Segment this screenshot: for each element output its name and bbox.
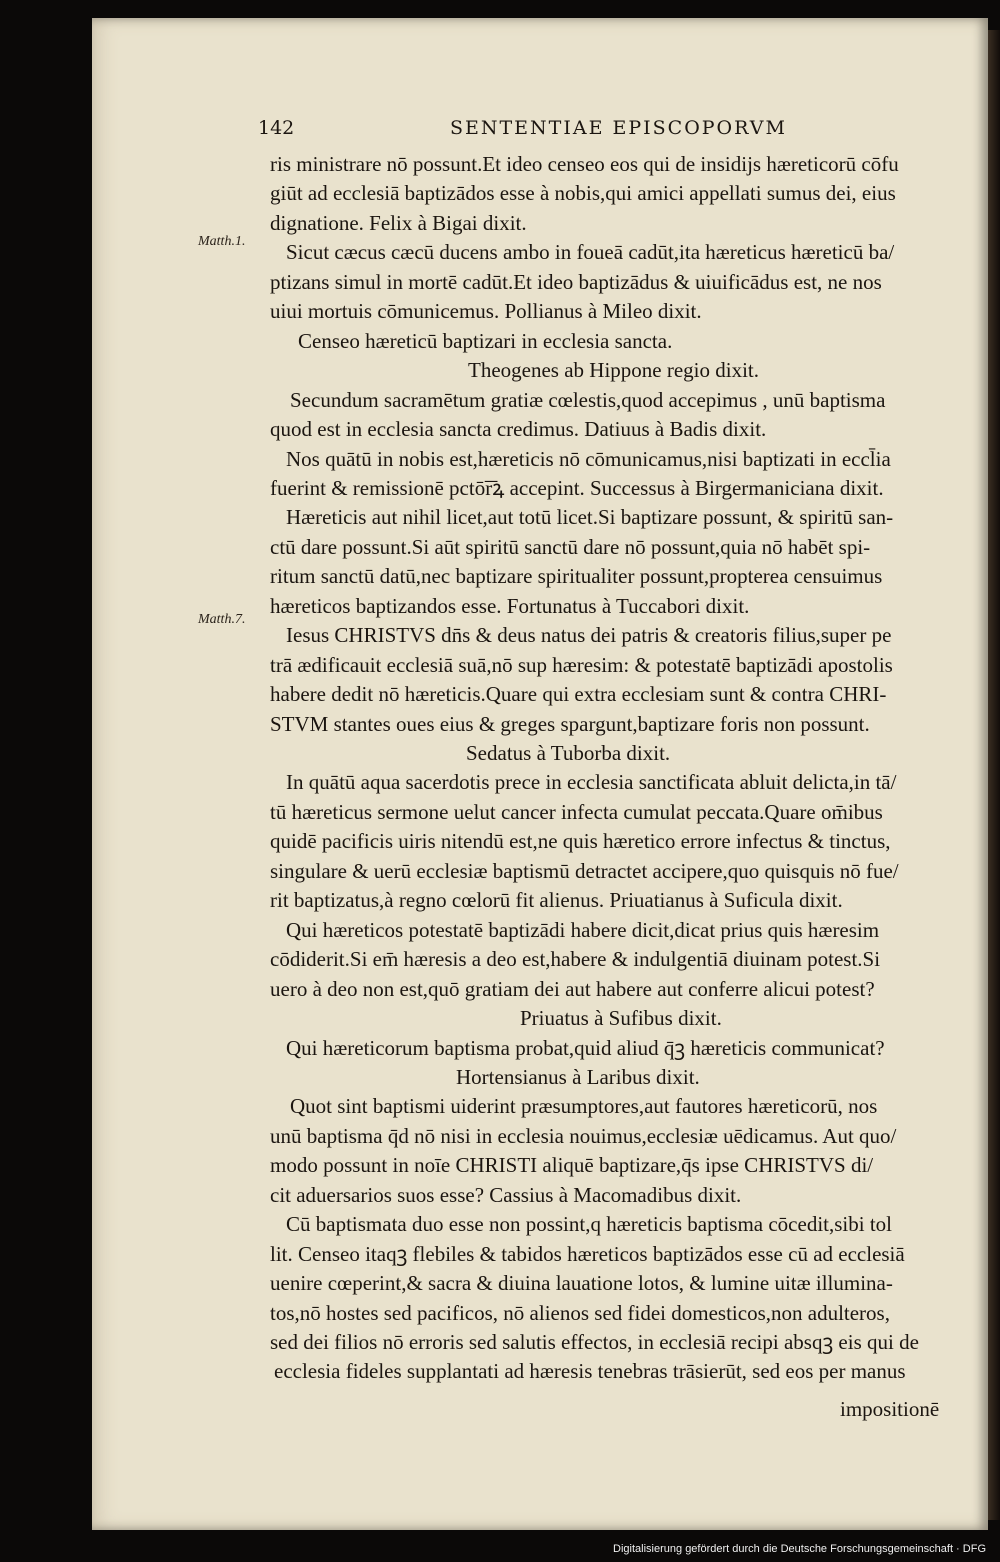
text-line: fuerint & remissionē pctō͞rꝝ accepint. Successus à Birgermaniciana dixit. (270, 476, 884, 500)
text-line: modo possunt in noīe CHRISTI aliquē baptizare,q̄s ipse CHRISTVS di/ (270, 1153, 874, 1177)
text-line: unū baptisma q̄d nō nisi in ecclesia nouimus,ecclesiæ uēdicamus. Aut quo/ (270, 1124, 897, 1148)
text-line: uiui mortuis cōmunicemus. Pollianus à Mileo dixit. (270, 299, 702, 323)
text-line: ecclesia fideles supplantati ad hæresis tenebras trāsierūt, sed eos per manus (274, 1359, 906, 1383)
text-line: rit baptizatus,à regno cœlorū fit alienus. Priuatianus à Suficula dixit. (270, 888, 843, 912)
footer-bar (0, 1540, 1000, 1562)
text-line: quidē pacificis uiris nitendū est,ne quis hæretico errore infectus & tinctus, (270, 829, 891, 853)
text-line: ptizans simul in mortē cadūt.Et ideo baptizādus & uiuificādus est, ne nos (270, 270, 882, 294)
page-number: 142 (258, 117, 295, 139)
text-line: Sicut cæcus cæcū ducens ambo in foueā cadūt,ita hæreticus hæreticū ba/ (286, 240, 895, 264)
text-line: Qui hæreticos potestatē baptizādi habere dicit,dicat prius quis hæresim (286, 918, 880, 942)
text-line: Hortensianus à Laribus dixit. (456, 1065, 700, 1089)
text-line: cōdiderit.Si em̄ hæresis a deo est,habere & indulgentiā diuinam potest.Si (270, 947, 881, 971)
text-line: trā ædificauit ecclesiā suā,nō sup hæresim: & potestatē baptizādi apostolis (270, 653, 893, 677)
text-line: ctū dare possunt.Si aūt spiritū sanctū dare nō possunt,quia nō habēt spi- (270, 535, 871, 559)
text-line: Censeo hæreticū baptizari in ecclesia sancta. (298, 329, 673, 353)
text-line: ris ministrare nō possunt.Et ideo censeo eos qui de insidijs hæreticorū cōfu (270, 152, 899, 176)
text-line: Priuatus à Sufibus dixit. (520, 1006, 722, 1030)
text-line: Quot sint baptismi uiderint præsumptores,aut fautores hæreticorū, nos (290, 1094, 878, 1118)
text-line: singulare & uerū ecclesiæ baptismū detractet accipere,quo quisquis nō fue/ (270, 859, 899, 883)
text-line: giūt ad ecclesiā baptizādos esse à nobis,qui amici appellati sumus dei, eius (270, 181, 896, 205)
text-line: uero à deo non est,quō gratiam dei aut habere aut conferre alicui potest? (270, 977, 875, 1001)
text-line: habere dedit nō hæreticis.Quare qui extra ecclesiam sunt & contra CHRI- (270, 682, 887, 706)
text-line: quod est in ecclesia sancta credimus. Datiuus à Badis dixit. (270, 417, 767, 441)
text-line: tos,nō hostes sed pacificos, nō alienos sed fidei domesticos,non adulteros, (270, 1301, 890, 1325)
text-line: In quātū aqua sacerdotis prece in ecclesia sanctificata abluit delicta,in tā/ (286, 770, 897, 794)
margin-note-matth-1: Matth.1. (198, 234, 246, 249)
text-line: dignatione. Felix à Bigai dixit. (270, 211, 527, 235)
text-line: hæreticos baptizandos esse. Fortunatus à Tuccabori dixit. (270, 594, 750, 618)
text-line: STVM stantes oues eius & greges spargunt,baptizare foris non possunt. (270, 712, 870, 736)
text-line: Qui hæreticorum baptisma probat,quid aliud q̄ꝫ hæreticis communicat? (286, 1036, 885, 1060)
text-line: Secundum sacramētum gratiæ cœlestis,quod accepimus , unū baptisma (290, 388, 886, 412)
text-line: Iesus CHRISTVS dn̄s & deus natus dei patris & creatoris filius,super pe (286, 623, 892, 647)
text-line: Sedatus à Tuborba dixit. (466, 741, 671, 765)
text-line: sed dei filios nō erroris sed salutis effectos, in ecclesiā recipi absqꝫ eis qui de (270, 1330, 919, 1354)
text-line: uenire cœperint,& sacra & diuina lauatione lotos, & lumine uitæ illumina- (270, 1271, 893, 1295)
margin-note-matth-7: Matth.7. (198, 612, 246, 627)
running-title: SENTENTIAE EPISCOPORVM (450, 117, 787, 139)
text-line: Hæreticis aut nihil licet,aut totū licet.Si baptizare possunt, & spiritū san- (286, 505, 894, 529)
text-line: tū hæreticus sermone uelut cancer infecta cumulat peccata.Quare om̄ibus (270, 800, 883, 824)
funding-credit: Digitalisierung gefördert durch die Deutsche Forschungsgemeinschaft · DFG (613, 1543, 986, 1555)
text-line: Nos quātū in nobis est,hæreticis nō cōmunicamus,nisi baptizati in eccl̄ia (286, 447, 891, 471)
text-line: Cū baptismata duo esse non possint,q hæreticis baptisma cōcedit,sibi tol (286, 1212, 893, 1236)
text-line: cit aduersarios suos esse? Cassius à Macomadibus dixit. (270, 1183, 742, 1207)
text-line: Theogenes ab Hippone regio dixit. (468, 358, 760, 382)
text-line: impositionē (840, 1397, 940, 1421)
text-line: lit. Censeo itaqꝫ flebiles & tabidos hæreticos baptizādos esse cū ad ecclesiā (270, 1242, 905, 1266)
text-line: ritum sanctū datū,nec baptizare spiritualiter possunt,propterea censuimus (270, 564, 883, 588)
